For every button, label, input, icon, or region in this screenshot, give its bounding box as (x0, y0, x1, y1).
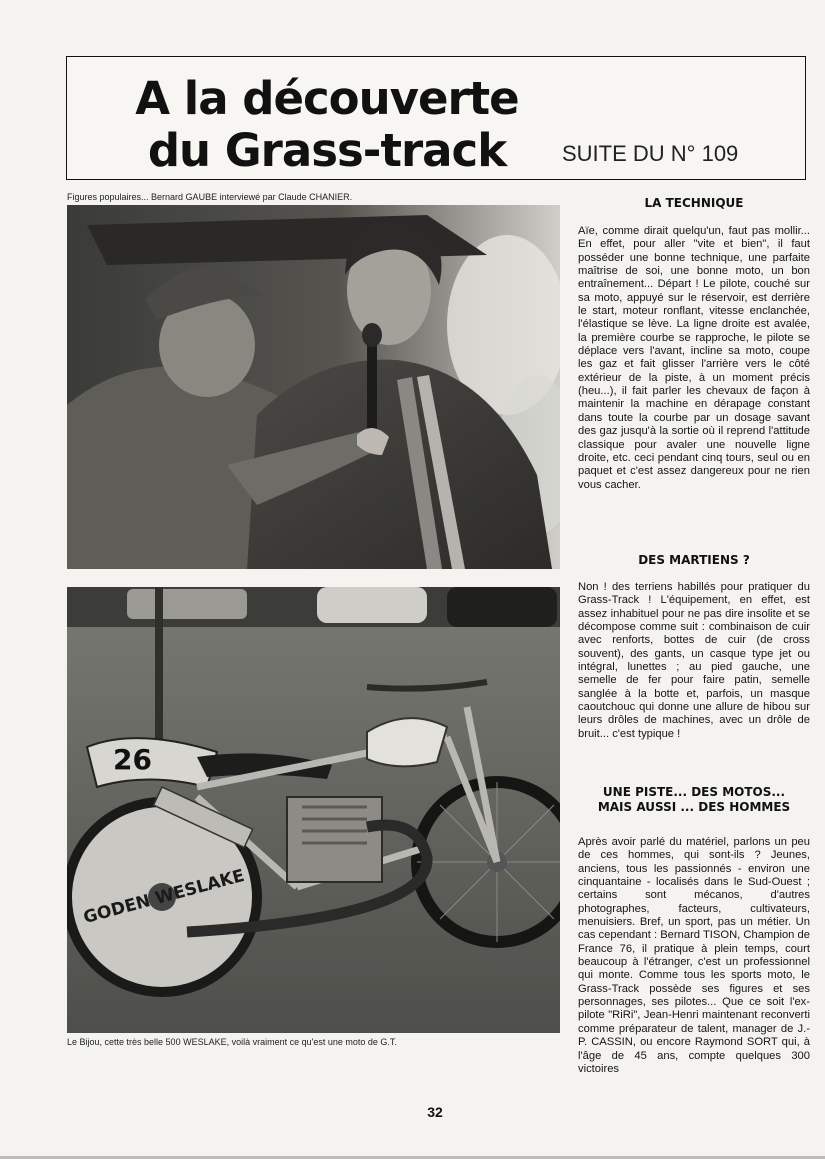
photo-caption-bottom: Le Bijou, cette très belle 500 WESLAKE, voilà vraiment ce qu'est une moto de G.T. (67, 1037, 397, 1047)
title-line-1: A la découverte (135, 72, 519, 125)
section-heading-hommes: UNE PISTE... DES MOTOS... MAIS AUSSI ... DES HOMMES (597, 785, 791, 814)
title-line-2: du Grass-track (147, 124, 507, 177)
section-body-martiens: Non ! des terriens habillés pour pratiquer du Grass-Track ! L'équipement, en effet, est assez inhabituel pour ne pas dire insolite et se décompose comme suit : combinaison de cuir avec renforts, bottes de cuir (de cross souvent), des gants, un casque type jet ou intégral, lunettes ; au pied gauche, une semelle de fer pour faire patin, semelle sanglée à la botte et, parfois, un masque caoutchouc qui donne une allure de hibou sur leurs drôles de machines, avec un drôle de bruit... c'est typique ! (578, 581, 810, 740)
bike-photo (67, 587, 560, 1033)
wheel-cover-text: GODEN WESLAKE (81, 865, 247, 929)
section-heading-martiens: DES MARTIENS ? (638, 553, 750, 567)
section-body-hommes: Après avoir parlé du matériel, parlons un peu de ces hommes, qui sont-ils ? Jeunes, anciens, tous les passionnés - environ une cinquantaine - localisés dans le Sud-Ouest ; certains sont mécanos, d'autres photographes, facteurs, cultivateurs, menuisiers. Bref, un sport, pas un métier. Un cas cependant : Bernard TISON, Champion de France 76, il pratique à plein temps, court beaucoup à l'étranger, c'est un professionnel qui monte. Comme tous les sports moto, le Grass-Track possède ses figures et ses personnages, ses pilotes... Que ce soit l'ex-pilote "RiRi", Jean-Henri maintenant reconverti comme préparateur de talent, manager de J.-P. CASSIN, ou encore Raymond SORT qui, à l'âge de 45 ans, compte quelques 300 victoires (578, 836, 810, 1075)
interview-photo-illustration (67, 205, 560, 569)
page-number: 32 (427, 1104, 443, 1120)
section-body-technique: Aïe, comme dirait quelqu'un, faut pas mollir... En effet, pour aller "vite et bien", il faut posséder une bonne technique, une parfaite maîtrise de soi, une bonne moto, un bon entraînement... Départ ! Le pilote, couché sur sa moto, appuyé sur le réservoir, est derrière le start, moteur ronflant, vitesse enclanchée, l'élastique se lève. La ligne droite est avalée, la première courbe se rapproche, le pilote se déplace vers l'avant, incline sa moto, coupe les gaz et fait glisser l'arrière vers le côté extérieur de la piste, à un moment précis (heu...), il fait parler les chevaux de façon à maintenir la machine en dérapage constant dans toute la courbe par un dosage savant des gaz jusqu'à la sortie où il reprend l'attitude classique pour avaler une nouvelle ligne droite, etc. ceci pendant cinq tours, seul ou en paquet et c'est assez dangereux pour ne rien vous cacher. (578, 225, 810, 491)
section-heading-technique: LA TECHNIQUE (644, 196, 744, 210)
interview-photo (67, 205, 560, 569)
continued-from-label: SUITE DU N° 109 (562, 141, 739, 166)
bike-number-plate: 26 (113, 743, 152, 776)
photo-caption-top: Figures populaires... Bernard GAUBE interviewé par Claude CHANIER. (67, 192, 353, 202)
bike-photo-illustration (67, 587, 560, 1033)
page-title (67, 73, 587, 177)
title-frame (66, 56, 806, 180)
